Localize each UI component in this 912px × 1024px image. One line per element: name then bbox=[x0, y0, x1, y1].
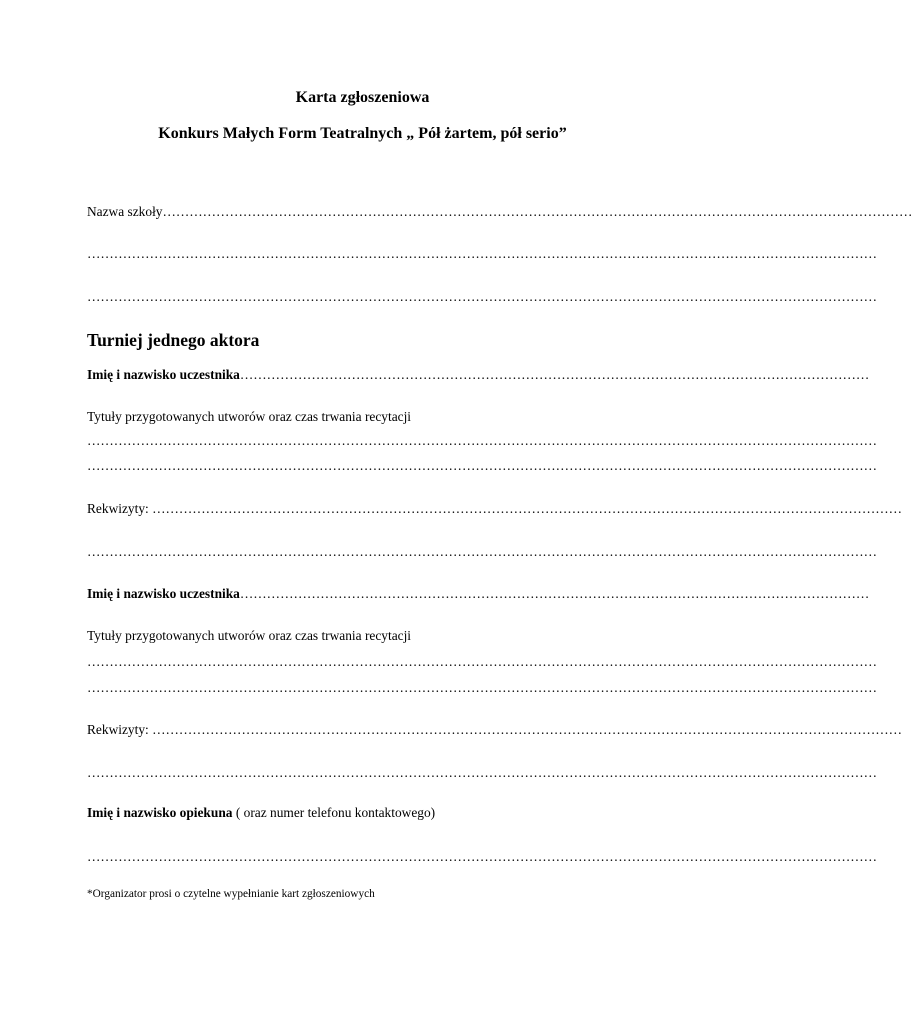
participant-1-titles-fill-1 bbox=[87, 433, 878, 449]
guardian-line bbox=[87, 805, 435, 821]
participant-2-label: Imię i nazwisko uczestnika bbox=[87, 586, 240, 601]
school-name-line bbox=[87, 204, 912, 220]
fill-dots: …………………………………………………………………………………………………………………………………………………………… bbox=[87, 458, 878, 473]
guardian-fill-line bbox=[87, 849, 878, 865]
participant-1-label: Imię i nazwisko uczestnika bbox=[87, 367, 240, 382]
fill-dots: …………………………………………………………………………………………………………………………… bbox=[239, 367, 870, 382]
fill-dots: …………………………………………………………………………………………………………………………………………………………… bbox=[87, 765, 878, 780]
contest-subtitle: Konkurs Małych Form Teatralnych „ Pół żartem, pół serio” bbox=[158, 125, 567, 142]
form-title: Karta zgłoszeniowa bbox=[295, 89, 430, 106]
school-name-fill-line-2 bbox=[87, 246, 878, 262]
participant-1-props-line bbox=[87, 501, 902, 517]
participant-1-titles-fill-2 bbox=[87, 458, 878, 474]
participant-2-props-line bbox=[87, 722, 902, 738]
footnote: *Organizator prosi o czytelne wypełnianie kart zgłoszeniowych bbox=[87, 888, 375, 900]
participant-1-titles-label: Tytuły przygotowanych utworów oraz czas trwania recytacji bbox=[87, 409, 412, 424]
participant-2-props-label: Rekwizyty: bbox=[87, 722, 149, 737]
participant-2-titles-label: Tytuły przygotowanych utworów oraz czas trwania recytacji bbox=[87, 628, 412, 643]
school-name-fill-line-3 bbox=[87, 289, 878, 305]
participant-2-props-fill bbox=[87, 765, 878, 781]
participant-2-line bbox=[87, 586, 870, 602]
participant-2-titles-fill-2 bbox=[87, 680, 878, 696]
fill-dots: …………………………………………………………………………………………………………………………………………………………… bbox=[87, 849, 878, 864]
fill-dots: …………………………………………………………………………………………………………………………………………………………… bbox=[87, 433, 878, 448]
fill-dots: …………………………………………………………………………………………………………………………… bbox=[239, 586, 870, 601]
participant-1-props-fill bbox=[87, 544, 878, 560]
fill-dots: …………………………………………………………………………………………………………………………………………………………… bbox=[87, 246, 878, 261]
fill-dots: …………………………………………………………………………………………………………………………………………………………… bbox=[87, 289, 878, 304]
participant-1-props-label: Rekwizyty: bbox=[87, 501, 149, 516]
guardian-note: ( oraz numer telefonu kontaktowego) bbox=[232, 805, 436, 820]
school-name-fill-dots: …………………………………………………………………………………………………………………………………………………… bbox=[162, 204, 912, 219]
section-heading: Turniej jednego aktora bbox=[87, 330, 260, 350]
participant-1-line bbox=[87, 367, 870, 383]
school-name-label: Nazwa szkoły bbox=[87, 204, 163, 219]
fill-dots: …………………………………………………………………………………………………………………………………………………………… bbox=[87, 680, 878, 695]
fill-dots: …………………………………………………………………………………………………………………………………………………………… bbox=[87, 544, 878, 559]
fill-dots: …………………………………………………………………………………………………………………………………………………………… bbox=[87, 654, 878, 669]
guardian-label: Imię i nazwisko opiekuna bbox=[87, 805, 233, 820]
fill-dots: …………………………………………………………………………………………………………………………………………………… bbox=[152, 722, 902, 737]
participant-2-titles-fill-1 bbox=[87, 654, 878, 670]
fill-dots: …………………………………………………………………………………………………………………………………………………… bbox=[152, 501, 902, 516]
